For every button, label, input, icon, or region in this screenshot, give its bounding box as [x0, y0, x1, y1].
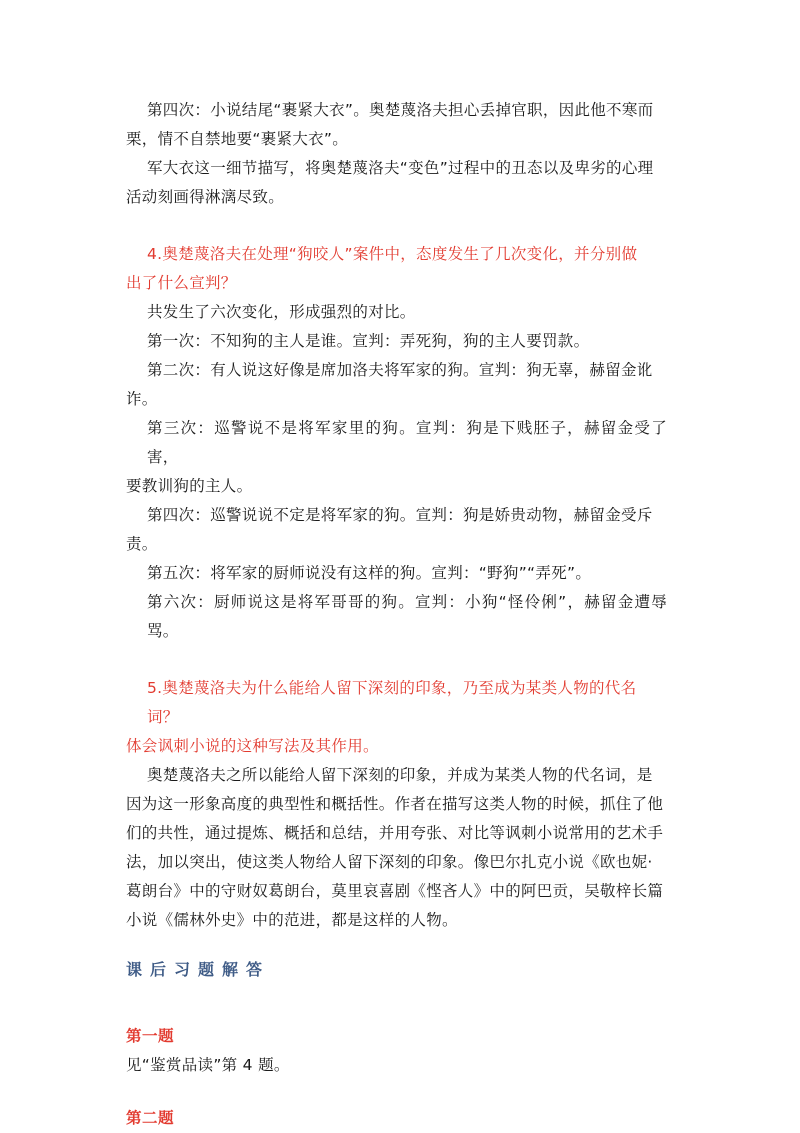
question-line: 体会讽刺小说的这种写法及其作用。: [126, 737, 379, 755]
question-4: [126, 240, 667, 298]
exercise-1-text: 见“鉴赏品读”第 4 题。: [126, 1056, 290, 1074]
text-line: 第四次：小说结尾“裹紧大衣”。奥楚蔑洛夫担心丢掉官职，因此他不寒而: [147, 101, 654, 119]
answer-item-continued: 责。: [126, 535, 158, 553]
text-line: 活动刻画得淋漓尽致。: [126, 188, 285, 206]
answer-item-continued: 要教训狗的主人。: [126, 477, 253, 495]
exercise-2-title: 第二题: [126, 1109, 175, 1127]
text-line: 法，加以突出，使这类人物给人留下深刻的印象。像巴尔扎克小说《欧也妮·: [126, 853, 653, 871]
text-line: 栗，情不自禁地要“裹紧大衣”。: [126, 130, 349, 148]
answer-item: 第六次：厨师说这是将军哥哥的狗。宣判：小狗“怪伶俐”，赫留金遭辱骂。: [147, 593, 667, 640]
exercise-1-title: 第一题: [126, 1027, 175, 1045]
answer-item-continued: 诈。: [126, 390, 158, 408]
answer-intro: 共发生了六次变化，形成强烈的对比。: [147, 303, 416, 321]
answer-5: [126, 761, 667, 935]
question-line: 5.奥楚蔑洛夫为什么能给人留下深刻的印象，乃至成为某类人物的代名词？: [147, 679, 637, 726]
text-line: 们的共性，通过提炼、概括和总结，并用夸张、对比等讽刺小说常用的艺术手: [126, 824, 664, 842]
question-5: [126, 674, 667, 761]
text-line: 因为这一形象高度的典型性和概括性。作者在描写这类人物的时候，抓住了他: [126, 795, 664, 813]
answer-item: 第一次：不知狗的主人是谁。宣判：弄死狗，狗的主人要罚款。: [147, 332, 590, 350]
answer-4: [126, 298, 667, 646]
answer-item: 第四次：巡警说说不定是将军家的狗。宣判：狗是娇贵动物，赫留金受斥: [147, 506, 653, 524]
text-line: 小说《儒林外史》中的范进，都是这样的人物。: [126, 911, 458, 929]
answer-item: 第三次：巡警说不是将军家里的狗。宣判：狗是下贱胚子，赫留金受了害，: [147, 419, 667, 466]
paragraph-fourth-change: [126, 96, 667, 154]
paragraph-coat-detail: [126, 154, 667, 212]
section-heading: 课后习题解答: [126, 960, 271, 979]
document-body: [126, 96, 667, 1133]
text-line: 葛朗台》中的守财奴葛朗台，莫里哀喜剧《悭吝人》中的阿巴贡，吴敬梓长篇: [126, 882, 664, 900]
text-line: 奥楚蔑洛夫之所以能给人留下深刻的印象，并成为某类人物的代名词，是: [147, 766, 653, 784]
question-line: 出了什么宣判？: [126, 274, 237, 292]
question-line: 4.奥楚蔑洛夫在处理“狗咬人”案件中，态度发生了几次变化，并分别做: [147, 245, 638, 263]
answer-item: 第五次：将军家的厨师说没有这样的狗。宣判：“野狗”“弄死”。: [147, 564, 592, 582]
text-line: 军大衣这一细节描写，将奥楚蔑洛夫“变色”过程中的丑态以及卑劣的心理: [147, 159, 654, 177]
answer-item: 第二次：有人说这好像是席加洛夫将军家的狗。宣判：狗无辜，赫留金讹: [147, 361, 653, 379]
